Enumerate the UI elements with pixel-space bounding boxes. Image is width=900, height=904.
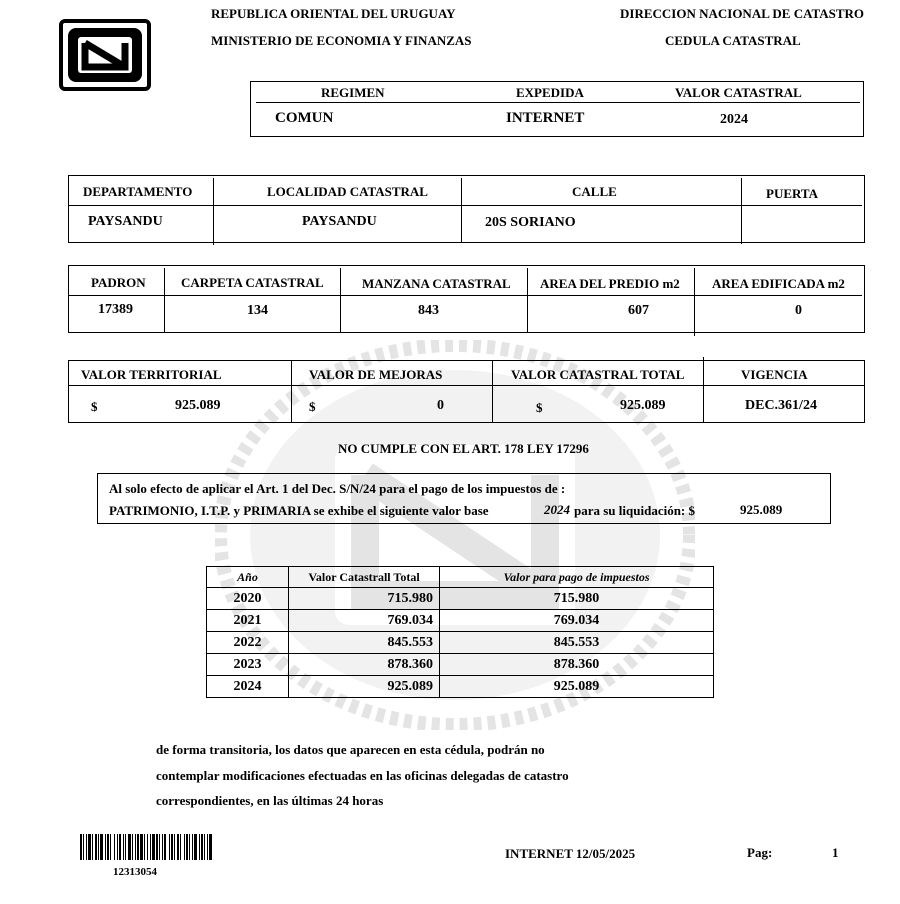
- department-header: DEPARTAMENTO: [83, 184, 193, 199]
- tax-value-cell: 845.553: [440, 632, 714, 654]
- dnc-logo-icon: [59, 19, 151, 91]
- locality-value: PAYSANDU: [302, 214, 377, 229]
- disclaimer-line: correspondientes, en las últimas 24 horas: [156, 793, 384, 808]
- street-value: 20S SORIANO: [485, 215, 576, 230]
- agency-title: DIRECCION NACIONAL DE CATASTRO: [620, 6, 865, 21]
- cadastral-value-header: VALOR CATASTRAL: [675, 85, 802, 100]
- barcode-icon: [80, 834, 285, 860]
- history-table: [206, 566, 714, 698]
- tax-value-cell: 925.089: [440, 676, 714, 698]
- year-cell: 2024: [207, 676, 289, 698]
- built-area-value: 0: [795, 303, 802, 318]
- currency-symbol: $: [91, 399, 98, 414]
- table-row: [207, 632, 714, 654]
- lot-area-header: AREA DEL PREDIO m2: [540, 276, 680, 291]
- tax-base-line2: PATRIMONIO, I.T.P. y PRIMARIA se exhibe el siguiente valor base: [109, 503, 489, 518]
- validity-header: VIGENCIA: [741, 367, 808, 382]
- padron-value: 17389: [98, 302, 133, 317]
- currency-symbol: $: [309, 399, 316, 414]
- total-value-cell: 769.034: [289, 610, 440, 632]
- improvements-header: VALOR DE MEJORAS: [309, 367, 443, 382]
- total-value-cell: 715.980: [289, 588, 440, 610]
- regime-value: COMUN: [275, 110, 334, 126]
- table-header-row: [207, 567, 714, 588]
- cadastral-value-year: 2024: [720, 112, 748, 127]
- issued-date: INTERNET 12/05/2025: [505, 846, 636, 861]
- table-row: [207, 588, 714, 610]
- total-value-column-header: Valor Catastrall Total: [289, 567, 440, 588]
- compliance-notice: NO CUMPLE CON EL ART. 178 LEY 17296: [338, 441, 589, 456]
- tax-base-year: 2024: [544, 502, 570, 517]
- padron-header: PADRON: [91, 275, 146, 290]
- page-label: Pag:: [747, 845, 773, 860]
- door-header: PUERTA: [766, 186, 819, 201]
- currency-symbol: $: [536, 400, 543, 415]
- tax-value-cell: 715.980: [440, 588, 714, 610]
- barcode-number: 12313054: [113, 866, 157, 878]
- tax-base-line1: Al solo efecto de aplicar el Art. 1 del Dec. S/N/24 para el pago de los impuestos de :: [109, 481, 566, 496]
- lot-area-value: 607: [628, 303, 649, 318]
- total-value-header: VALOR CATASTRAL TOTAL: [511, 367, 685, 382]
- total-value-cell: 925.089: [289, 676, 440, 698]
- country-title: REPUBLICA ORIENTAL DEL URUGUAY: [211, 6, 456, 21]
- year-cell: 2021: [207, 610, 289, 632]
- year-cell: 2020: [207, 588, 289, 610]
- department-value: PAYSANDU: [88, 214, 163, 229]
- issued-header: EXPEDIDA: [516, 85, 584, 100]
- improvements-value: 0: [437, 398, 444, 413]
- year-cell: 2023: [207, 654, 289, 676]
- territorial-value: 925.089: [175, 398, 221, 413]
- page-number: 1: [832, 845, 839, 860]
- issued-value: INTERNET: [506, 110, 585, 126]
- regime-header: REGIMEN: [321, 85, 385, 100]
- tax-base-line2-suffix: para su liquidación: $: [574, 503, 696, 518]
- disclaimer-line: contemplar modificaciones efectuadas en las oficinas delegadas de catastro: [156, 768, 569, 783]
- disclaimer-line: de forma transitoria, los datos que aparecen en esta cédula, podrán no: [156, 742, 545, 757]
- table-row: [207, 654, 714, 676]
- tax-value-column-header: Valor para pago de impuestos: [440, 567, 714, 588]
- tax-value-cell: 878.360: [440, 654, 714, 676]
- total-value-cell: 845.553: [289, 632, 440, 654]
- tax-base-amount: 925.089: [740, 502, 783, 517]
- ministry-title: MINISTERIO DE ECONOMIA Y FINANZAS: [211, 33, 472, 48]
- validity-value: DEC.361/24: [745, 398, 817, 413]
- table-row: [207, 676, 714, 698]
- block-value: 843: [418, 303, 439, 318]
- street-header: CALLE: [572, 184, 617, 199]
- total-value: 925.089: [620, 398, 666, 413]
- territorial-value-header: VALOR TERRITORIAL: [81, 367, 222, 382]
- year-cell: 2022: [207, 632, 289, 654]
- total-value-cell: 878.360: [289, 654, 440, 676]
- block-header: MANZANA CATASTRAL: [362, 276, 511, 291]
- year-column-header: Año: [207, 567, 289, 588]
- built-area-header: AREA EDIFICADA m2: [712, 276, 845, 291]
- document-type-title: CEDULA CATASTRAL: [665, 33, 801, 48]
- table-row: [207, 610, 714, 632]
- folder-header: CARPETA CATASTRAL: [181, 275, 324, 290]
- tax-value-cell: 769.034: [440, 610, 714, 632]
- locality-header: LOCALIDAD CATASTRAL: [267, 184, 428, 199]
- folder-value: 134: [247, 303, 268, 318]
